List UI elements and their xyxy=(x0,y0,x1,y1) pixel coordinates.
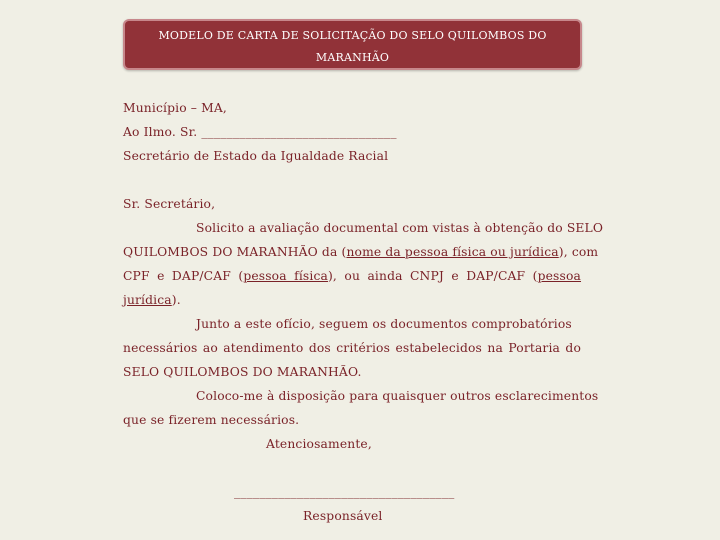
paragraph-2-line-1: Junto a este ofício, seguem os documentos comprobatórios xyxy=(196,317,572,331)
addressee-line xyxy=(123,124,397,140)
paragraph-1-line-4: jurídica). xyxy=(123,293,181,307)
paragraph-1-line-1: Solicito a avaliação documental com vistas à obtenção do SELO xyxy=(196,221,604,235)
title-line-2: MARANHÃO xyxy=(315,51,390,64)
signature-label: Responsável xyxy=(303,509,383,523)
paragraph-3-line-1: Coloco-me à disposição para quaisquer outros esclarecimentos xyxy=(196,389,599,403)
paragraph-2-line-3: SELO QUILOMBOS DO MARANHÃO. xyxy=(123,365,362,379)
addressee-role: Secretário de Estado da Igualdade Racial xyxy=(123,149,389,163)
addressee-blank: _______________________________ xyxy=(201,125,397,139)
paragraph-1-line-2: QUILOMBOS DO MARANHÃO da (nome da pessoa física ou jurídica), com xyxy=(123,245,599,259)
paragraph-2-line-2: necessários ao atendimento dos critérios estabelecidos na Portaria do xyxy=(123,341,581,355)
closing: Atenciosamente, xyxy=(266,437,372,451)
addressee-prefix: Ao Ilmo. Sr. xyxy=(123,125,202,139)
underlined-pessoa: pessoa xyxy=(537,269,582,283)
title-banner xyxy=(123,19,582,70)
paragraph-3-line-2: que se fizerem necessários. xyxy=(123,413,300,427)
title-line-1: MODELO DE CARTA DE SOLICITAÇÃO DO SELO QUILOMBOS DO xyxy=(158,29,547,42)
underlined-juridica: jurídica xyxy=(123,293,172,307)
paragraph-1-line-3: CPF e DAP/CAF (pessoa física), ou ainda CNPJ e DAP/CAF (pessoa xyxy=(123,269,582,283)
signature-line: ___________________________________ xyxy=(234,485,455,499)
underlined-pessoa-fisica: pessoa física xyxy=(243,269,328,283)
underlined-entity-name: nome da pessoa física ou jurídica xyxy=(346,245,559,259)
salutation: Sr. Secretário, xyxy=(123,197,216,211)
municipio-line: Município – MA, xyxy=(123,101,227,115)
